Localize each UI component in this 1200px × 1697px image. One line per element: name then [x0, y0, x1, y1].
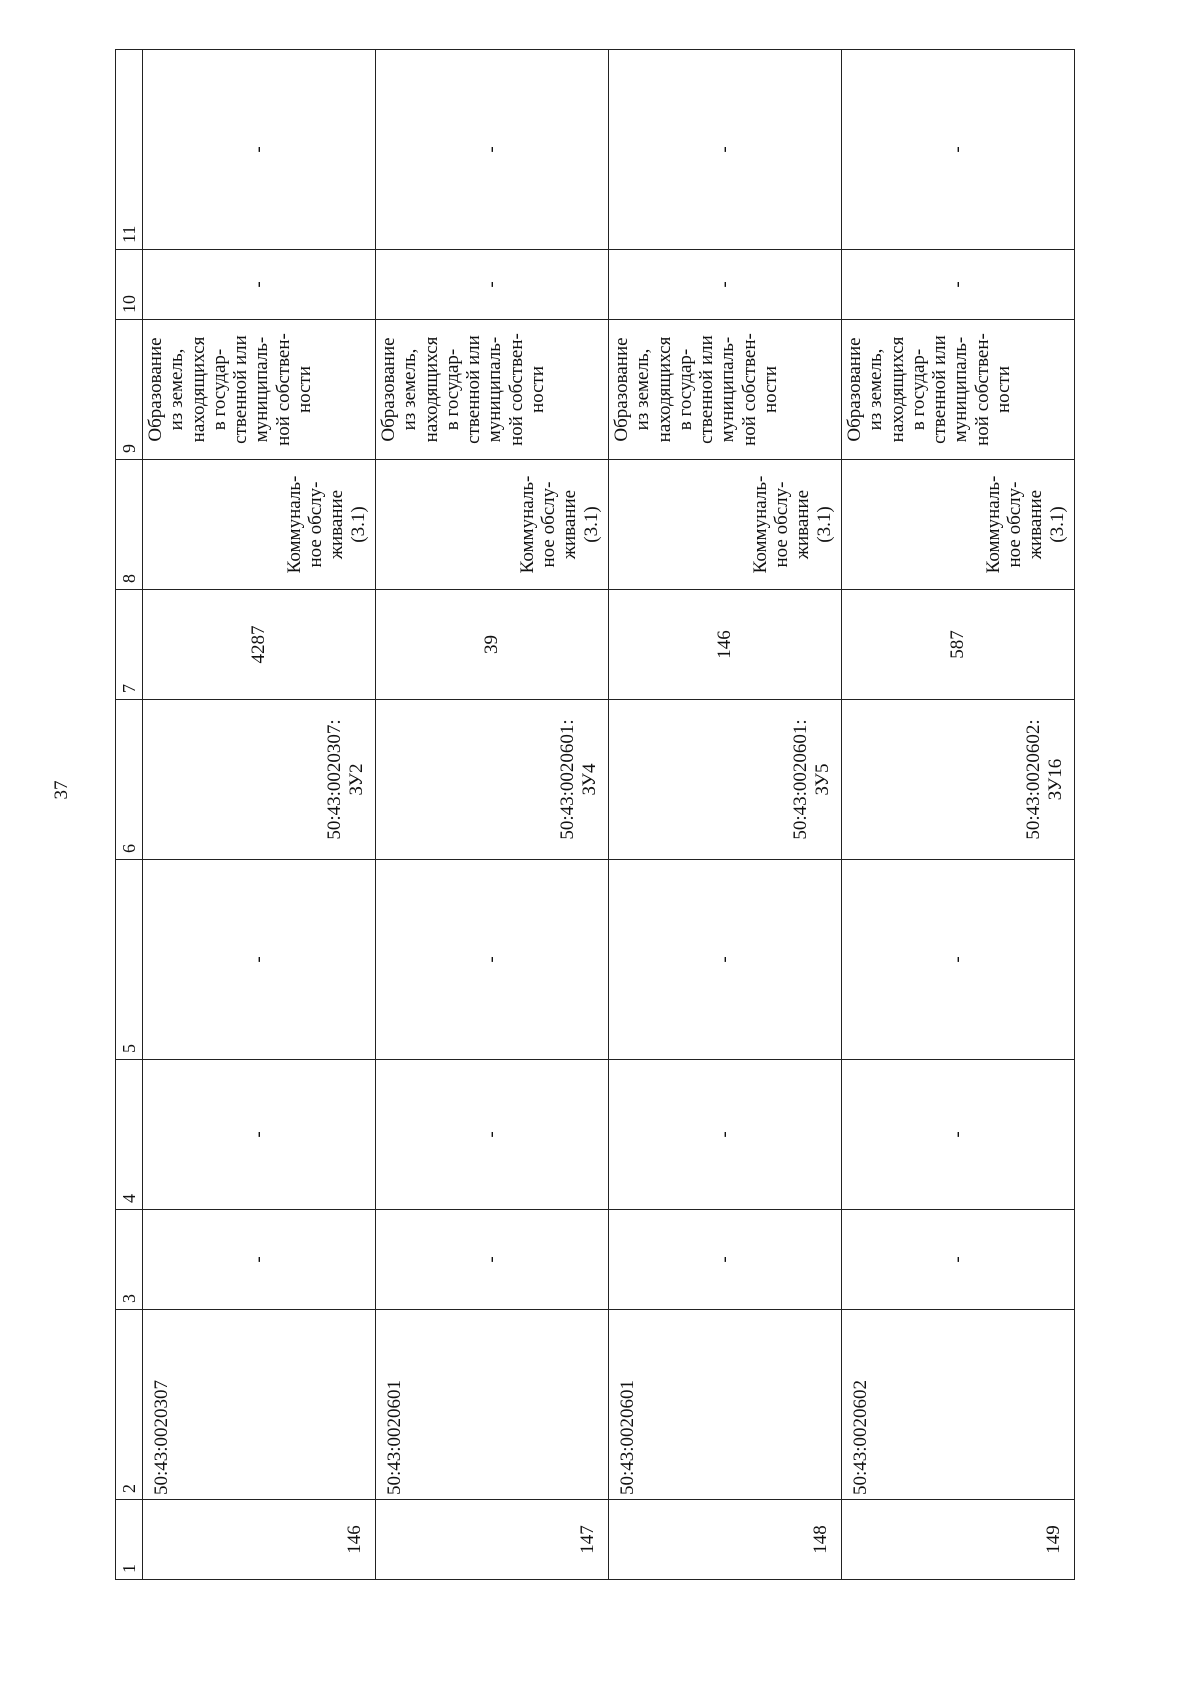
permitted-use-line: (3.1) [813, 506, 835, 543]
plot-area: 39 [376, 590, 609, 700]
permitted-use [143, 460, 376, 590]
land-plot-designation-line: 50:43:0020601: [790, 719, 812, 840]
permitted-use-line: Коммуналь- [749, 475, 771, 574]
column-number: 3 [116, 1210, 143, 1310]
column-number: 4 [116, 1060, 143, 1210]
cell-col3: - [376, 1210, 609, 1310]
formation-method-line: находящихся [653, 336, 675, 443]
land-plots-table [115, 49, 1075, 1580]
page-number: 37 [51, 780, 72, 800]
formation-method [842, 320, 1075, 460]
land-plots-table-container [115, 50, 1068, 1580]
cell-col3: - [842, 1210, 1075, 1310]
formation-method-line: находящихся [886, 336, 908, 443]
column-number: 9 [116, 320, 143, 460]
formation-method-line: Образование [844, 337, 865, 442]
formation-method-line: муниципаль- [717, 336, 739, 443]
land-plot-designation-line: 50:43:0020602: [1023, 719, 1045, 840]
permitted-use-line: ное обслу- [538, 481, 560, 568]
permitted-use-line: живание [1025, 489, 1047, 560]
formation-method [609, 320, 842, 460]
cell-col5: - [842, 860, 1075, 1060]
permitted-use-line: ное обслу- [1004, 481, 1026, 568]
row-number: 146 [143, 1500, 376, 1580]
column-number: 1 [116, 1500, 143, 1580]
cell-col3: - [143, 1210, 376, 1310]
formation-method-line: Образование [145, 337, 166, 442]
formation-method-line: в государ- [907, 348, 929, 431]
column-number: 11 [116, 50, 143, 250]
permitted-use-line: (3.1) [347, 506, 369, 543]
formation-method-line: муниципаль- [251, 336, 273, 443]
column-number: 7 [116, 590, 143, 700]
permitted-use-line: Коммуналь- [982, 475, 1004, 574]
formation-method [376, 320, 609, 460]
table-row [609, 50, 842, 1580]
cell-col10: - [143, 250, 376, 320]
cadastral-quarter: 50:43:0020307 [143, 1310, 376, 1500]
formation-method-line: находящихся [420, 336, 442, 443]
formation-method-line: ности [293, 365, 315, 414]
formation-method-line: ной собствен- [738, 333, 760, 446]
land-plot-designation-line: 50:43:0020601: [557, 719, 579, 840]
permitted-use [609, 460, 842, 590]
plot-area: 587 [842, 590, 1075, 700]
column-number-row [116, 50, 143, 1580]
formation-method-line: муниципаль- [484, 336, 506, 443]
formation-method-line: из земель, [632, 348, 654, 431]
permitted-use-line: живание [326, 489, 348, 560]
column-number: 6 [116, 700, 143, 860]
table-row [842, 50, 1075, 1580]
formation-method-line: ной собствен- [272, 333, 294, 446]
permitted-use-line: Коммуналь- [516, 475, 538, 574]
cell-col10: - [842, 250, 1075, 320]
land-plot-designation-line: ЗУ2 [345, 763, 367, 796]
table-row [143, 50, 376, 1580]
formation-method-line: ности [526, 365, 548, 414]
formation-method-line: в государ- [441, 348, 463, 431]
land-plot-designation-line: ЗУ5 [811, 763, 833, 796]
cell-col5: - [376, 860, 609, 1060]
cell-col4: - [842, 1060, 1075, 1210]
formation-method-line: ной собствен- [971, 333, 993, 446]
formation-method-line: в государ- [208, 348, 230, 431]
cell-col11: - [842, 50, 1075, 250]
rotated-table-frame [115, 50, 1068, 1580]
row-number: 148 [609, 1500, 842, 1580]
formation-method-line: ственной или [929, 335, 951, 444]
permitted-use-line: живание [559, 489, 581, 560]
formation-method-line: Образование [378, 337, 399, 442]
plot-area: 146 [609, 590, 842, 700]
cell-col10: - [609, 250, 842, 320]
formation-method-line: ной собствен- [505, 333, 527, 446]
table-row [376, 50, 609, 1580]
formation-method-line: из земель, [865, 348, 887, 431]
permitted-use-line: ное обслу- [771, 481, 793, 568]
land-plot-designation-line: 50:43:0020307: [324, 719, 346, 840]
formation-method-line: ности [759, 365, 781, 414]
land-plot-designation [143, 700, 376, 860]
cell-col5: - [143, 860, 376, 1060]
formation-method-line: из земель, [166, 348, 188, 431]
cell-col11: - [609, 50, 842, 250]
cell-col4: - [609, 1060, 842, 1210]
formation-method-line: ственной или [696, 335, 718, 444]
cell-col4: - [143, 1060, 376, 1210]
cell-col11: - [143, 50, 376, 250]
permitted-use-line: ное обслу- [305, 481, 327, 568]
row-number: 149 [842, 1500, 1075, 1580]
formation-method-line: из земель, [399, 348, 421, 431]
land-plot-designation [376, 700, 609, 860]
cell-col5: - [609, 860, 842, 1060]
column-number: 10 [116, 250, 143, 320]
column-number: 5 [116, 860, 143, 1060]
land-plot-designation-line: ЗУ16 [1044, 758, 1066, 801]
permitted-use-line: Коммуналь- [283, 475, 305, 574]
row-number: 147 [376, 1500, 609, 1580]
permitted-use [376, 460, 609, 590]
cadastral-quarter: 50:43:0020601 [609, 1310, 842, 1500]
permitted-use-line: живание [792, 489, 814, 560]
formation-method-line: в государ- [674, 348, 696, 431]
cell-col4: - [376, 1060, 609, 1210]
cell-col10: - [376, 250, 609, 320]
column-number: 8 [116, 460, 143, 590]
column-number: 2 [116, 1310, 143, 1500]
table-body [116, 50, 1075, 1580]
cadastral-quarter: 50:43:0020602 [842, 1310, 1075, 1500]
plot-area: 4287 [143, 590, 376, 700]
formation-method-line: ности [992, 365, 1014, 414]
permitted-use-line: (3.1) [580, 506, 602, 543]
formation-method [143, 320, 376, 460]
formation-method-line: Образование [611, 337, 632, 442]
cell-col11: - [376, 50, 609, 250]
permitted-use [842, 460, 1075, 590]
land-plot-designation [609, 700, 842, 860]
permitted-use-line: (3.1) [1046, 506, 1068, 543]
formation-method-line: муниципаль- [950, 336, 972, 443]
land-plot-designation [842, 700, 1075, 860]
formation-method-line: находящихся [187, 336, 209, 443]
formation-method-line: ственной или [230, 335, 252, 444]
cadastral-quarter: 50:43:0020601 [376, 1310, 609, 1500]
formation-method-line: ственной или [463, 335, 485, 444]
land-plot-designation-line: ЗУ4 [578, 763, 600, 796]
cell-col3: - [609, 1210, 842, 1310]
